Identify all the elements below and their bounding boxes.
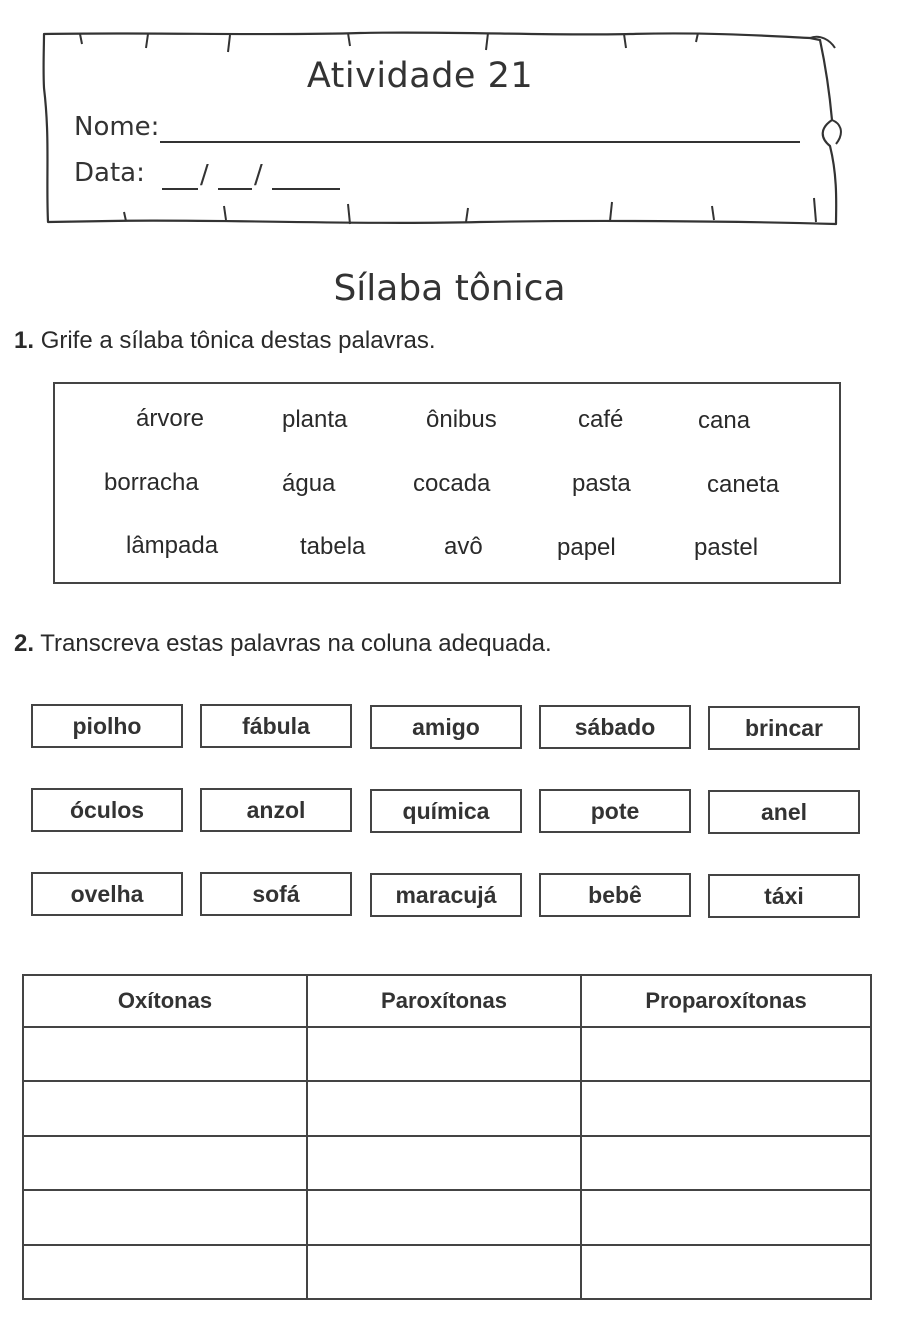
date-label: Data: [74, 158, 145, 188]
word-item[interactable]: papel [557, 534, 616, 561]
question-2 [14, 630, 552, 658]
question-1 [14, 327, 436, 355]
date-year-field[interactable] [272, 188, 340, 190]
date-day-field[interactable] [162, 188, 198, 190]
word-item[interactable]: árvore [136, 405, 205, 432]
word-item[interactable]: lâmpada [126, 532, 219, 559]
word-chip[interactable]: fábula [200, 704, 352, 748]
question-2-text: Transcreva estas palavras na coluna adequada. [40, 630, 552, 657]
word-item[interactable]: pastel [694, 534, 759, 561]
word-item[interactable]: borracha [104, 469, 199, 496]
word-chip[interactable]: táxi [708, 874, 860, 918]
word-chip[interactable]: óculos [31, 788, 183, 832]
activity-title: Atividade 21 [306, 56, 534, 96]
name-field[interactable] [160, 141, 800, 143]
word-chip[interactable]: piolho [31, 704, 183, 748]
answer-cell[interactable] [23, 1027, 307, 1081]
word-chip[interactable]: bebê [539, 873, 691, 917]
word-item[interactable]: tabela [300, 533, 366, 560]
word-item[interactable]: planta [282, 406, 348, 433]
answer-cell[interactable] [23, 1136, 307, 1190]
answer-cell[interactable] [307, 1081, 581, 1135]
word-chip[interactable]: brincar [708, 706, 860, 750]
word-chip[interactable]: ovelha [31, 872, 183, 916]
answer-cell[interactable] [581, 1027, 871, 1081]
word-chip[interactable]: anzol [200, 788, 352, 832]
column-header-oxitonas: Oxítonas [23, 975, 307, 1027]
section-title: Sílaba tônica [333, 268, 566, 309]
question-1-number: 1. [14, 327, 35, 354]
answer-cell[interactable] [307, 1190, 581, 1244]
question-2-number: 2. [14, 630, 35, 657]
word-chip[interactable]: anel [708, 790, 860, 834]
answer-cell[interactable] [581, 1190, 871, 1244]
table-row [23, 1190, 871, 1244]
word-chip[interactable]: maracujá [370, 873, 522, 917]
column-header-paroxitonas: Paroxítonas [307, 975, 581, 1027]
table-row [23, 1136, 871, 1190]
table-row [23, 1027, 871, 1081]
answer-cell[interactable] [23, 1245, 307, 1299]
word-item[interactable]: cocada [413, 470, 491, 497]
word-item[interactable]: café [578, 406, 624, 433]
word-item[interactable]: água [282, 470, 336, 497]
word-chip[interactable]: química [370, 789, 522, 833]
word-chip[interactable]: pote [539, 789, 691, 833]
answer-cell[interactable] [23, 1081, 307, 1135]
answer-cell[interactable] [307, 1027, 581, 1081]
question-1-text: Grife a sílaba tônica destas palavras. [40, 327, 436, 354]
answer-cell[interactable] [581, 1245, 871, 1299]
date-separator-2: / [254, 160, 263, 190]
word-item[interactable]: caneta [707, 471, 780, 498]
word-chip[interactable]: sofá [200, 872, 352, 916]
answer-cell[interactable] [307, 1136, 581, 1190]
date-month-field[interactable] [218, 188, 252, 190]
word-item[interactable]: ônibus [426, 406, 497, 433]
answer-cell[interactable] [581, 1081, 871, 1135]
word-item[interactable]: cana [698, 407, 751, 434]
name-label: Nome: [74, 112, 160, 142]
word-item[interactable]: avô [444, 533, 483, 560]
table-row [23, 1245, 871, 1299]
column-header-proparoxitonas: Proparoxítonas [581, 975, 871, 1027]
table-header-row [23, 975, 871, 1027]
answer-table [22, 974, 872, 1300]
date-separator-1: / [200, 160, 209, 190]
answer-cell[interactable] [307, 1245, 581, 1299]
word-chip[interactable]: amigo [370, 705, 522, 749]
word-chip[interactable]: sábado [539, 705, 691, 749]
table-row [23, 1081, 871, 1135]
answer-cell[interactable] [23, 1190, 307, 1244]
word-item[interactable]: pasta [572, 470, 631, 497]
answer-cell[interactable] [581, 1136, 871, 1190]
